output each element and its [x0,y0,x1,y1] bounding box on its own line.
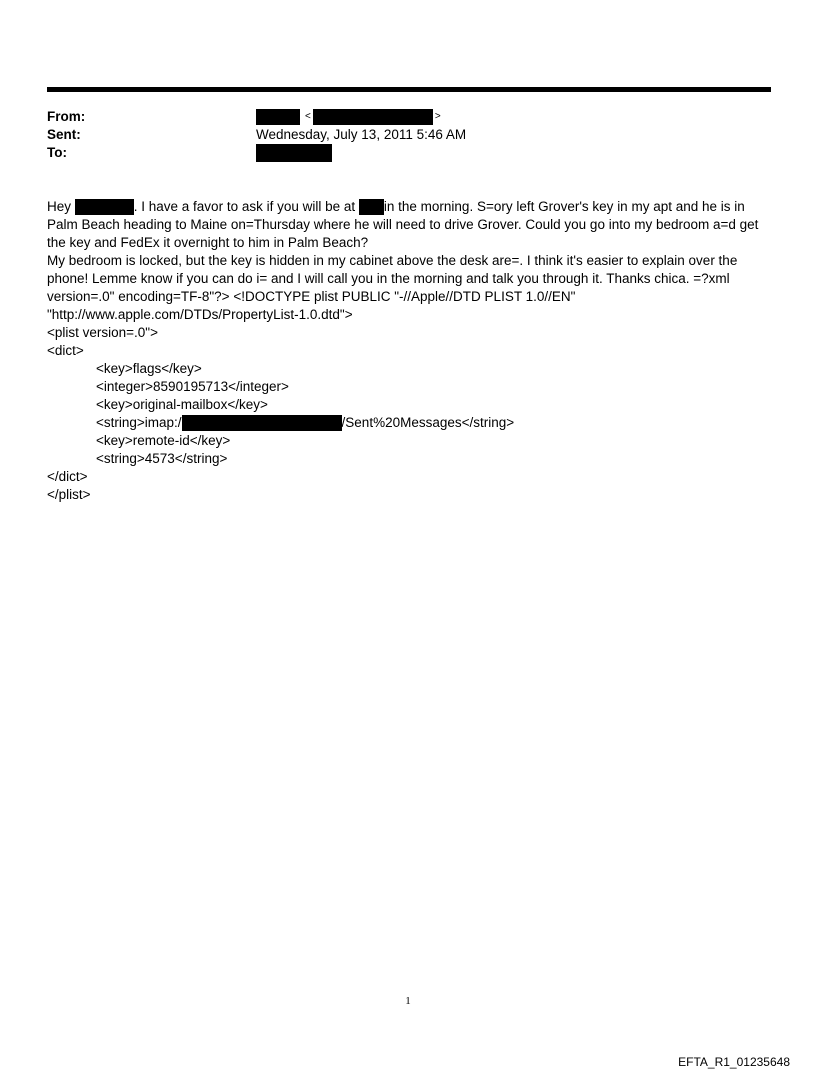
redaction-sender-email [313,109,433,125]
body-line: phone! Lemme know if you can do i= and I will call you in the morning and talk you through it. Thanks chica. =?xml [47,271,730,286]
body-line: "http://www.apple.com/DTDs/PropertyList-1.0.dtd"> [47,307,353,322]
header-rule [47,87,771,92]
redaction-location [359,199,384,215]
page-number: 1 [405,995,411,1007]
to-label: To: [47,145,67,160]
body-line [47,414,769,432]
body-line: <key>remote-id</key> [96,433,231,448]
email-body [47,198,769,504]
body-line: My bedroom is locked, but the key is hidden in my cabinet above the desk are=. I think it's easier to explain over the [47,253,738,268]
redaction-recipient [256,144,332,162]
sent-value: Wednesday, July 13, 2011 5:46 AM [256,127,467,142]
body-line: Palm Beach heading to Maine on=Thursday where he will need to drive Grover. Could you go into my bedroom a=d get [47,217,759,232]
from-row [47,108,767,126]
body-line: <key>flags</key> [96,361,202,376]
body-line: <string>4573</string> [96,451,228,466]
body-line: <key>original-mailbox</key> [96,397,268,412]
from-value [256,108,443,126]
bates-number: EFTA_R1_01235648 [678,1055,790,1069]
body-line: <dict> [47,343,84,358]
body-text: . I have a favor to ask if you will be at [133,199,359,214]
from-label: From: [47,109,86,124]
body-line [47,198,769,216]
redaction-name [75,199,134,215]
body-text: in the morning. S=ory left Grover's key in my apt and he is in [383,199,745,214]
from-open-bracket: < [305,111,311,122]
body-line: <plist version=.0"> [47,325,158,340]
to-value [256,144,332,162]
sent-row [47,126,767,144]
body-text: /Sent%20Messages</string> [341,415,515,430]
body-line: </plist> [47,487,91,502]
email-header [47,108,767,162]
redaction-mailbox-path [182,415,342,431]
body-line: <integer>8590195713</integer> [96,379,289,394]
redaction-sender-name [256,109,300,125]
to-row [47,144,767,162]
body-line: </dict> [47,469,88,484]
body-line: version=.0" encoding=TF-8"?> <!DOCTYPE plist PUBLIC "-//Apple//DTD PLIST 1.0//EN" [47,289,576,304]
body-text: <string>imap:/ [96,415,182,430]
body-text: Hey [47,199,75,214]
sent-label: Sent: [47,127,81,142]
from-close-bracket: > [434,111,441,122]
body-line: the key and FedEx it overnight to him in Palm Beach? [47,235,369,250]
